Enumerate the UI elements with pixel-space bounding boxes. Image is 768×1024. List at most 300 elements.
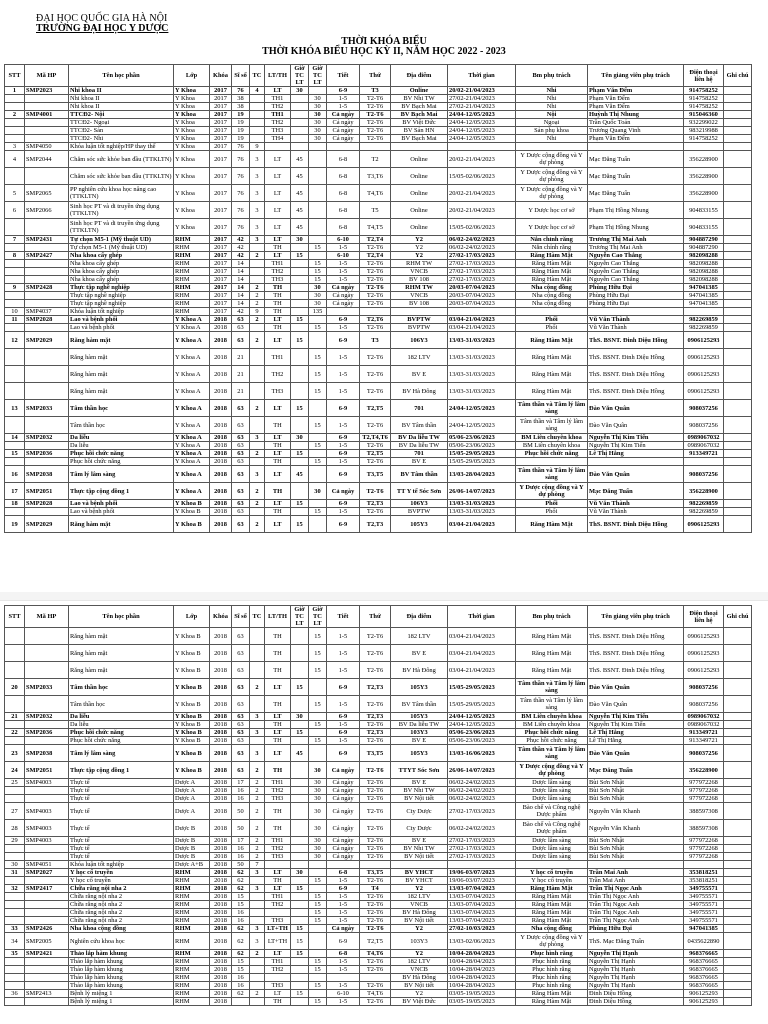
table-cell: 6-9 [327, 713, 360, 721]
table-cell: Nguyễn Thị Hạnh [588, 974, 684, 982]
table-cell: Thực tập cộng đồng 1 [69, 483, 174, 500]
table-cell: TTCĐ2- Nội [69, 111, 174, 119]
table-cell: 1-5 [327, 324, 360, 332]
table-cell: BV E [391, 645, 448, 662]
table-row [5, 662, 752, 679]
column-header: Lớp [174, 65, 210, 87]
column-header: Tên giảng viên phụ trách [588, 606, 684, 628]
table-cell: BV Hà Đông [391, 662, 448, 679]
table-cell: SMP2036 [25, 450, 69, 458]
table-cell: 356228900 [684, 151, 724, 168]
table-cell: T2,T3 [360, 713, 391, 721]
table-cell [291, 901, 309, 909]
table-cell: TH [265, 284, 291, 292]
table-cell: Khóa luận tốt nghiệp/HP thay thế [69, 143, 174, 151]
table-cell: 15 [309, 417, 327, 434]
table-cell: SMP2005 [25, 933, 69, 950]
table-header [5, 606, 752, 628]
table-cell: T3,T5 [360, 745, 391, 762]
table-cell: 356228900 [684, 762, 724, 779]
table-cell: Vũ Văn Thành [588, 324, 684, 332]
table-row [5, 645, 752, 662]
table-cell: 63 [232, 442, 250, 450]
table-cell: Răng Hàm Mặt [516, 276, 588, 284]
table-cell: 62 [232, 990, 250, 998]
table-cell: TH2 [265, 901, 291, 909]
table-cell: Y Khoa [174, 111, 210, 119]
table-row [5, 324, 752, 332]
table-cell: Răng hàm mặt [69, 628, 174, 645]
table-cell [291, 917, 309, 925]
table-cell: 915046360 [684, 111, 724, 119]
table-cell: 4 [5, 151, 25, 168]
table-cell: 947041385 [684, 300, 724, 308]
table-cell: 2017 [210, 244, 232, 252]
table-cell: 3 [250, 202, 265, 219]
table-cell [5, 877, 25, 885]
table-cell [724, 316, 752, 324]
table-cell: Mạc Đăng Tuấn [588, 185, 684, 202]
table-cell: Lê Thị Hằng [588, 737, 684, 745]
table-cell [5, 998, 25, 1006]
table-cell: SMP2421 [25, 950, 69, 958]
table-cell [588, 861, 684, 869]
table-cell: VNCB [391, 966, 448, 974]
table-cell: TH3 [265, 853, 291, 861]
table-cell: 20/03-07/04/2023 [448, 284, 516, 292]
table-cell: Online [391, 168, 448, 185]
table-row [5, 332, 752, 349]
table-cell: Y Khoa A [174, 483, 210, 500]
table-cell: 15 [309, 383, 327, 400]
table-cell [309, 729, 327, 737]
table-cell: Phổi [516, 316, 588, 324]
table-cell [291, 135, 309, 143]
table-cell: 24 [5, 762, 25, 779]
table-cell: Thực tế [69, 845, 174, 853]
table-cell: VNCB [391, 268, 448, 276]
table-cell: 19/06-03/07/2023 [448, 877, 516, 885]
table-cell: Đào Văn Quân [588, 696, 684, 713]
table-cell: Chữa răng nội nha 2 [69, 909, 174, 917]
table-cell: 63 [232, 466, 250, 483]
table-cell: Dược A [174, 795, 210, 803]
table-cell [25, 458, 69, 466]
table-cell: 1-5 [327, 966, 360, 974]
table-cell: 1-5 [327, 998, 360, 1006]
table-cell: T2-T6 [360, 762, 391, 779]
table-cell [724, 998, 752, 1006]
table-cell: BVPTW [391, 508, 448, 516]
column-header: Tiết [327, 65, 360, 87]
table-cell: Trương Thị Mai Anh [588, 236, 684, 244]
table-cell [291, 737, 309, 745]
table-cell [724, 508, 752, 516]
table-cell: 2018 [210, 901, 232, 909]
table-cell: 2 [250, 483, 265, 500]
table-cell: 353818251 [684, 869, 724, 877]
table-cell [5, 696, 25, 713]
table-cell: 914758252 [684, 135, 724, 143]
table-cell [25, 787, 69, 795]
table-cell: T2-T6 [360, 958, 391, 966]
table-cell: 30 [309, 853, 327, 861]
table-cell: SMP2023 [25, 87, 69, 95]
table-cell: 2017 [210, 185, 232, 202]
table-cell [724, 837, 752, 845]
table-cell: 2 [250, 284, 265, 292]
table-cell [724, 679, 752, 696]
table-cell: Nha khoa cấy ghép [69, 260, 174, 268]
table-cell [724, 645, 752, 662]
table-cell: 63 [232, 679, 250, 696]
table-cell: Y Khoa A [174, 400, 210, 417]
table-cell [5, 300, 25, 308]
table-cell [309, 933, 327, 950]
table-cell: Y2 [391, 236, 448, 244]
table-cell: Dược A [174, 787, 210, 795]
table-cell [724, 729, 752, 737]
table-cell: 2018 [210, 417, 232, 434]
table-cell: LT [265, 332, 291, 349]
table-cell: ThS. BSNT. Đinh Diệu Hồng [588, 383, 684, 400]
table-cell: 15/05-29/05/2023 [448, 450, 516, 458]
table-cell: 30 [309, 103, 327, 111]
table-cell: Răng Hàm Mặt [516, 998, 588, 1006]
table-cell: Răng Hàm Mặt [516, 917, 588, 925]
table-cell: 2018 [210, 837, 232, 845]
table-cell: Dược B [174, 820, 210, 837]
table-cell: TH [265, 324, 291, 332]
table-cell: 27/02-17/03/2023 [448, 803, 516, 820]
table-cell: T2-T6 [360, 292, 391, 300]
table-cell: 27/02-21/04/2023 [448, 95, 516, 103]
table-cell [25, 737, 69, 745]
table-cell: 13/03-31/03/2023 [448, 349, 516, 366]
table-cell [5, 737, 25, 745]
table-cell: Bệnh lý miệng 1 [69, 990, 174, 998]
table-cell: 2 [250, 837, 265, 845]
table-cell: 30 [291, 236, 309, 244]
table-cell: 908037256 [684, 400, 724, 417]
table-cell [724, 260, 752, 268]
table-row [5, 500, 752, 508]
table-cell: 908037256 [684, 417, 724, 434]
table-cell: T5 [360, 202, 391, 219]
table-cell: T2-T6 [360, 628, 391, 645]
column-header: Điện thoại liên hệ [684, 65, 724, 87]
table-cell: SMP2051 [25, 483, 69, 500]
table-cell: SMP4051 [25, 861, 69, 869]
table-cell: 2018 [210, 450, 232, 458]
table-cell: TH [265, 803, 291, 820]
table-cell: 15 [291, 925, 309, 933]
table-cell [724, 483, 752, 500]
table-cell [291, 417, 309, 434]
table-cell: 983219988 [684, 127, 724, 135]
table-cell [309, 990, 327, 998]
table-cell: Ngoại [516, 119, 588, 127]
table-cell: Răng hàm mặt [69, 349, 174, 366]
table-cell: BV 108 [391, 300, 448, 308]
table-cell: Tâm thần và Tâm lý lâm sàng [516, 745, 588, 762]
table-cell: Y Khoa A [174, 434, 210, 442]
table-cell: 16 [232, 982, 250, 990]
table-cell: 30 [291, 434, 309, 442]
table-cell: 2 [250, 853, 265, 861]
table-cell: 15 [309, 244, 327, 252]
table-cell [25, 127, 69, 135]
table-cell: Cả ngày [327, 284, 360, 292]
column-header: Mã HP [25, 65, 69, 87]
table-cell: 62 [232, 933, 250, 950]
column-header: Tên giảng viên phụ trách [588, 65, 684, 87]
table-cell: 2018 [210, 628, 232, 645]
table-cell: 76 [232, 185, 250, 202]
table-row [5, 202, 752, 219]
table-cell: 45 [291, 202, 309, 219]
table-cell: TH [265, 820, 291, 837]
table-cell [291, 103, 309, 111]
table-cell: Lao và bệnh phổi [69, 324, 174, 332]
table-cell: TH1 [265, 958, 291, 966]
table-cell: Răng Hàm Mặt [516, 662, 588, 679]
table-cell [291, 820, 309, 837]
table-cell: T2-T6 [360, 349, 391, 366]
table-cell: SMP4001 [25, 111, 69, 119]
table-cell: 2 [250, 795, 265, 803]
table-cell: 2 [250, 400, 265, 417]
table-cell: 906125293 [684, 990, 724, 998]
table-cell: Mạc Đăng Tuấn [588, 168, 684, 185]
table-row [5, 300, 752, 308]
table-cell: 2017 [210, 276, 232, 284]
table-cell: T2-T6 [360, 853, 391, 861]
table-cell [5, 260, 25, 268]
table-cell: 2018 [210, 349, 232, 366]
table-cell: 13/03-28/04/2023 [448, 466, 516, 483]
table-cell: 38 [232, 95, 250, 103]
table-cell: T2-T6 [360, 284, 391, 292]
table-row [5, 885, 752, 893]
table-cell: Nguyễn Cao Thắng [588, 260, 684, 268]
table-cell: 42 [232, 236, 250, 244]
table-cell: 03/05-19/05/2023 [448, 998, 516, 1006]
table-cell: TH3 [265, 276, 291, 284]
table-cell: Phổi [516, 508, 588, 516]
table-cell: LT [265, 434, 291, 442]
table-cell [309, 316, 327, 324]
table-cell: 5 [5, 185, 25, 202]
table-cell [724, 958, 752, 966]
table-cell [25, 982, 69, 990]
table-cell: Y Khoa B [174, 508, 210, 516]
table-cell: 15 [309, 260, 327, 268]
table-cell [250, 260, 265, 268]
table-cell: BV Tâm thần [391, 417, 448, 434]
table-row [5, 745, 752, 762]
table-cell [5, 135, 25, 143]
table-cell: TH2 [265, 268, 291, 276]
table-cell: RHM [174, 292, 210, 300]
table-cell: Y Khoa [174, 185, 210, 202]
table-cell [250, 135, 265, 143]
table-row [5, 901, 752, 909]
table-cell [291, 508, 309, 516]
table-cell: LT+TH [265, 925, 291, 933]
table-cell: Nguyễn Thị Hạnh [588, 950, 684, 958]
table-cell [360, 308, 391, 316]
table-cell: 30 [309, 135, 327, 143]
table-cell: 31 [5, 869, 25, 877]
table-cell: 76 [232, 143, 250, 151]
table-cell: 3 [5, 143, 25, 151]
table-cell: 63 [232, 417, 250, 434]
table-cell: Răng Hàm Mặt [516, 645, 588, 662]
table-cell: Vũ Văn Thành [588, 508, 684, 516]
table-cell: 6-9 [327, 516, 360, 533]
table-cell: TT Y tế Sóc Sơn [391, 483, 448, 500]
table-cell: 977972268 [684, 837, 724, 845]
table-cell: 15 [309, 696, 327, 713]
table-cell: 13/03-02/06/2023 [448, 933, 516, 950]
table-cell: Cả ngày [327, 787, 360, 795]
table-cell: Răng Hàm Mặt [516, 893, 588, 901]
table-cell: 30 [309, 483, 327, 500]
table-cell [724, 450, 752, 458]
table-cell [724, 737, 752, 745]
table-cell: 3 [250, 219, 265, 236]
table-cell [724, 950, 752, 958]
table-row [5, 861, 752, 869]
table-cell: 2018 [210, 787, 232, 795]
table-cell: PP nghiên cứu khoa học nâng cao (TTKLTN) [69, 185, 174, 202]
table-cell: RHM [174, 284, 210, 292]
table-cell: 2018 [210, 400, 232, 417]
table-cell: T2,T3 [360, 516, 391, 533]
table-cell [25, 383, 69, 400]
table-cell: 2018 [210, 982, 232, 990]
table-cell: 2 [250, 762, 265, 779]
table-cell: 6 [5, 202, 25, 219]
table-cell: 63 [232, 450, 250, 458]
table-cell: Dược lâm sàng [516, 837, 588, 845]
table-cell: BV Việt Đức [391, 998, 448, 1006]
table-cell: 2 [250, 787, 265, 795]
table-cell [724, 236, 752, 244]
table-cell: Nhi [516, 87, 588, 95]
table-cell: 2017 [210, 111, 232, 119]
table-cell [724, 332, 752, 349]
table-cell: T2-T6 [360, 696, 391, 713]
table-cell [291, 721, 309, 729]
table-cell: Y2 [391, 990, 448, 998]
table-cell: 45 [291, 466, 309, 483]
table-cell: Nhi khoa II [69, 87, 174, 95]
table-cell: RHM [174, 974, 210, 982]
table-cell: TTCĐ2- Sản [69, 127, 174, 135]
table-cell [309, 466, 327, 483]
table-cell: 30 [291, 869, 309, 877]
table-cell: Y Khoa A [174, 417, 210, 434]
table-cell: 2 [250, 803, 265, 820]
table-cell: 63 [232, 745, 250, 762]
table-cell [724, 383, 752, 400]
table-cell: 19 [5, 516, 25, 533]
table-cell: Da liễu [69, 442, 174, 450]
table-cell [724, 95, 752, 103]
table-cell: 6-9 [327, 679, 360, 696]
table-cell [5, 417, 25, 434]
table-cell: BM Liên chuyên khoa [516, 721, 588, 729]
table-cell [291, 127, 309, 135]
table-cell: Cả ngày [327, 300, 360, 308]
table-cell: 62 [232, 950, 250, 958]
table-cell: 45 [291, 219, 309, 236]
table-cell: TH [265, 417, 291, 434]
table-cell: TH1 [265, 260, 291, 268]
table-cell [25, 966, 69, 974]
table-cell: 15 [232, 958, 250, 966]
table-cell: 27/02-10/03/2023 [448, 925, 516, 933]
table-cell: 06/02-24/02/2023 [448, 779, 516, 787]
table-cell: 63 [232, 483, 250, 500]
table-cell [724, 127, 752, 135]
table-cell [291, 998, 309, 1006]
table-cell [250, 458, 265, 466]
table-row [5, 400, 752, 417]
table-cell: Nghiên cứu khoa học [69, 933, 174, 950]
table-cell: Y Khoa [174, 202, 210, 219]
table-cell: TH [265, 737, 291, 745]
table-cell [309, 87, 327, 95]
table-cell: 2018 [210, 366, 232, 383]
table-cell: 982269859 [684, 500, 724, 508]
table-cell: Đào Văn Quân [588, 745, 684, 762]
table-cell [250, 696, 265, 713]
table-cell: 13/03-31/03/2023 [448, 500, 516, 508]
table-cell: BVPTW [391, 324, 448, 332]
table-cell: 15 [309, 458, 327, 466]
table-cell [724, 349, 752, 366]
table-cell: 26/06-14/07/2023 [448, 483, 516, 500]
table-cell: 15 [309, 645, 327, 662]
table-cell: RHM [174, 300, 210, 308]
table-row [5, 933, 752, 950]
table-cell [291, 458, 309, 466]
table-cell: 16 [232, 853, 250, 861]
table-cell: T2,T5 [360, 400, 391, 417]
table-row [5, 950, 752, 958]
table-cell: 23 [5, 745, 25, 762]
table-cell: RHM [174, 990, 210, 998]
table-cell [309, 885, 327, 893]
table-cell: Mạc Đăng Tuấn [588, 151, 684, 168]
table-cell [724, 458, 752, 466]
table-cell: Y Dược cộng đồng và Y dự phòng [516, 151, 588, 168]
table-cell [291, 803, 309, 820]
table-cell: Bùi Sơn Nhật [588, 795, 684, 803]
table-cell [250, 721, 265, 729]
table-cell: 908037256 [684, 679, 724, 696]
table-cell: 14 [232, 284, 250, 292]
table-row [5, 143, 752, 151]
table-cell: Đào Văn Quân [588, 679, 684, 696]
table-cell [5, 787, 25, 795]
table-cell: 21 [5, 713, 25, 721]
table-cell [265, 861, 291, 869]
table-cell: 2018 [210, 383, 232, 400]
